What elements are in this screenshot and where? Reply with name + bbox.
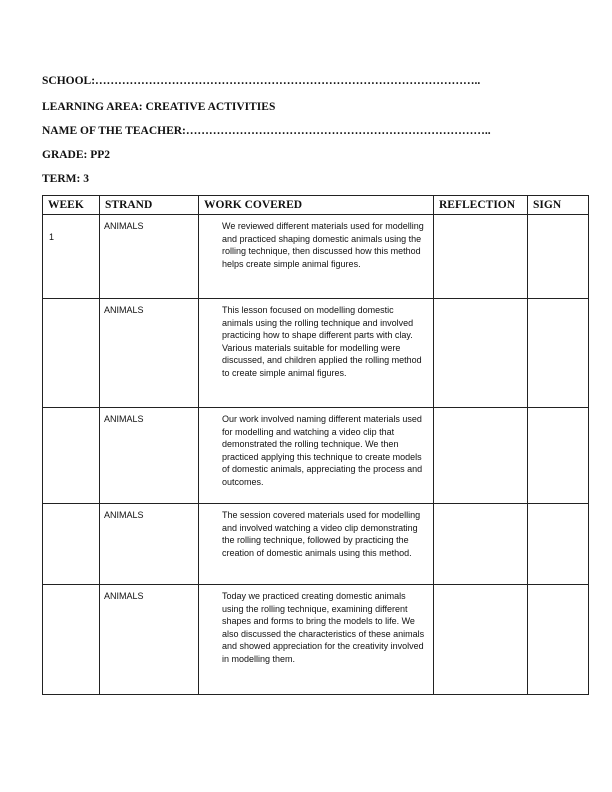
table-row [43, 408, 589, 504]
table-row [43, 299, 589, 408]
work-covered-cell [199, 299, 434, 408]
table-row [43, 504, 589, 585]
column-header-work-covered: WORK COVERED [199, 196, 434, 215]
work-covered-cell [199, 504, 434, 585]
table-header-row [43, 196, 589, 215]
strand-cell: ANIMALS [100, 585, 199, 695]
table-row [43, 585, 589, 695]
column-header-reflection: REFLECTION [434, 196, 528, 215]
work-covered-cell [199, 215, 434, 299]
reflection-cell [434, 215, 528, 299]
work-covered-text: The session covered materials used for modelling and involved watching a video clip demonstrating the rolling technique, followed by practicing the creation of domestic animals using this method. [222, 510, 421, 558]
reflection-cell [434, 408, 528, 504]
strand-cell: ANIMALS [100, 504, 199, 585]
column-header-strand: STRAND [100, 196, 199, 215]
strand-cell: ANIMALS [100, 215, 199, 299]
work-covered-text: Today we practiced creating domestic animals using the rolling technique, examining different shapes and forms to bring the models to life. We also discussed the characteristics of these animals and showed appreciation for the creativity involved in modelling them. [222, 591, 425, 664]
school-field: SCHOOL:……………………………………………………………………………………….. [42, 75, 481, 87]
sign-cell [528, 408, 589, 504]
table-row [43, 215, 589, 299]
teacher-name-field: NAME OF THE TEACHER:…………………………………………………………………….. [42, 125, 491, 137]
term-label: TERM: 3 [42, 173, 89, 185]
sign-cell [528, 299, 589, 408]
column-header-week: WEEK [43, 196, 100, 215]
week-cell [43, 408, 100, 504]
reflection-cell [434, 299, 528, 408]
week-cell: 1 [43, 215, 100, 299]
strand-cell: ANIMALS [100, 408, 199, 504]
work-covered-text: This lesson focused on modelling domestic animals using the rolling technique and involved practicing how to shape different parts with clay. Various materials suitable for modelling were discussed, and children applied the rolling method to create simple animal figures. [222, 305, 422, 378]
week-cell [43, 299, 100, 408]
reflection-cell [434, 504, 528, 585]
strand-cell: ANIMALS [100, 299, 199, 408]
sign-cell [528, 215, 589, 299]
week-cell [43, 585, 100, 695]
column-header-sign: SIGN [528, 196, 589, 215]
work-log-table [42, 195, 589, 695]
week-cell [43, 504, 100, 585]
sign-cell [528, 504, 589, 585]
sign-cell [528, 585, 589, 695]
learning-area-label: LEARNING AREA: CREATIVE ACTIVITIES [42, 101, 276, 113]
work-covered-cell [199, 408, 434, 504]
work-covered-text: We reviewed different materials used for modelling and practiced shaping domestic animals using the rolling technique, then discussed how this method helps create simple animal figures. [222, 221, 424, 269]
reflection-cell [434, 585, 528, 695]
work-covered-text: Our work involved naming different materials used for modelling and watching a video clip that demonstrated the rolling technique. We then practiced applying this technique to create models of domestic animals, appreciating the process and outcomes. [222, 414, 423, 487]
grade-label: GRADE: PP2 [42, 149, 111, 161]
work-covered-cell [199, 585, 434, 695]
